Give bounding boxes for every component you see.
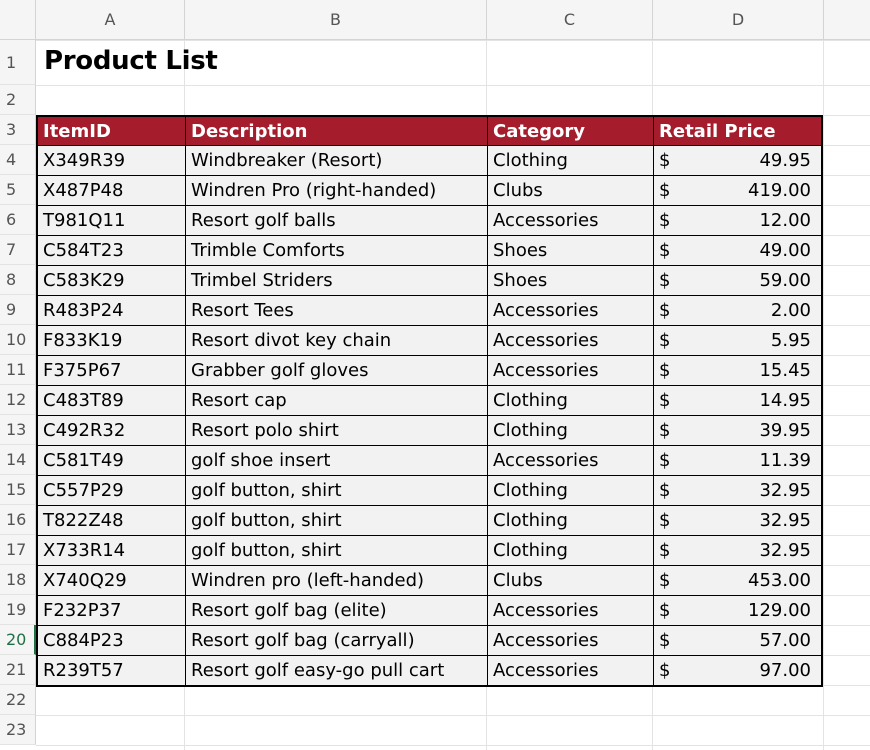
cell-retail-price[interactable] [654,536,821,565]
cell-description[interactable]: Windren pro (left-handed) [186,566,488,595]
price-value: 57.00 [759,630,811,651]
currency-symbol: $ [659,390,671,411]
cell-retail-price[interactable] [654,476,821,505]
currency-symbol: $ [659,570,671,591]
row-header-7[interactable]: 7 [0,235,36,265]
header-retail-price[interactable]: Retail Price [659,120,776,142]
row-header-2[interactable]: 2 [0,85,36,115]
cell-retail-price[interactable] [654,206,821,235]
table-row [38,146,821,176]
cell-item-id[interactable]: X349R39 [38,146,186,175]
cell-item-id[interactable]: C492R32 [38,416,186,445]
cell-retail-price[interactable] [654,266,821,295]
product-table [36,115,823,687]
cell-retail-price[interactable] [654,296,821,325]
price-value: 15.45 [759,360,811,381]
cell-category[interactable]: Accessories [488,356,654,385]
column-header-e[interactable] [823,0,870,40]
cell-item-id[interactable]: F232P37 [38,596,186,625]
cell-item-id[interactable]: T981Q11 [38,206,186,235]
cell-retail-price[interactable] [654,506,821,535]
row-header-19[interactable]: 19 [0,595,36,625]
cell-description[interactable]: Resort golf bag (carryall) [186,626,488,655]
cell-description[interactable]: golf button, shirt [186,506,488,535]
cell-retail-price[interactable] [654,356,821,385]
table-header-row [38,117,821,146]
row-header-15[interactable]: 15 [0,475,36,505]
column-header-d[interactable]: D [652,0,823,40]
cell-description[interactable]: Resort polo shirt [186,416,488,445]
cell-item-id[interactable]: R483P24 [38,296,186,325]
cell-category[interactable]: Accessories [488,626,654,655]
table-row [38,416,821,446]
row-header-16[interactable]: 16 [0,505,36,535]
cell-retail-price[interactable] [654,326,821,355]
cell-description[interactable]: golf button, shirt [186,476,488,505]
table-row [38,206,821,236]
row-header-9[interactable]: 9 [0,295,36,325]
currency-symbol: $ [659,660,671,681]
currency-symbol: $ [659,600,671,621]
table-row [38,266,821,296]
price-value: 5.95 [770,330,811,351]
table-row [38,296,821,326]
cell-retail-price[interactable] [654,596,821,625]
cell-description[interactable]: Resort golf easy-go pull cart [186,656,488,685]
cell-retail-price[interactable] [654,626,821,655]
header-description[interactable]: Description [186,117,488,145]
cell-category[interactable]: Accessories [488,446,654,475]
cell-description[interactable]: Grabber golf gloves [186,356,488,385]
currency-symbol: $ [659,630,671,651]
cell-category[interactable]: Clothing [488,476,654,505]
row-header-13[interactable]: 13 [0,415,36,445]
price-value: 129.00 [748,600,811,621]
row-header-6[interactable]: 6 [0,205,36,235]
row-header-12[interactable]: 12 [0,385,36,415]
cell-description[interactable]: Windren Pro (right-handed) [186,176,488,205]
table-row [38,386,821,416]
row-header-14[interactable]: 14 [0,445,36,475]
cell-item-id[interactable]: C583K29 [38,266,186,295]
currency-symbol: $ [659,330,671,351]
cell-retail-price[interactable] [654,566,821,595]
cell-description[interactable]: Resort Tees [186,296,488,325]
cell-category[interactable]: Clothing [488,506,654,535]
table-row [38,596,821,626]
row-header-5[interactable]: 5 [0,175,36,205]
cell-category[interactable]: Accessories [488,596,654,625]
row-header-8[interactable]: 8 [0,265,36,295]
price-value: 59.00 [759,270,811,291]
price-value: 32.95 [759,510,811,531]
cell-description[interactable]: Trimbel Striders [186,266,488,295]
cell-description[interactable]: golf button, shirt [186,536,488,565]
cell-description[interactable]: Trimble Comforts [186,236,488,265]
cell-category[interactable]: Clubs [488,176,654,205]
price-value: 12.00 [759,210,811,231]
currency-symbol: $ [659,300,671,321]
row-header-10[interactable]: 10 [0,325,36,355]
cell-item-id[interactable]: C584T23 [38,236,186,265]
currency-symbol: $ [659,270,671,291]
currency-symbol: $ [659,150,671,171]
table-row [38,506,821,536]
cell-retail-price[interactable] [654,236,821,265]
cell-category[interactable]: Accessories [488,296,654,325]
cell-category[interactable]: Clothing [488,416,654,445]
currency-symbol: $ [659,360,671,381]
table-row [38,236,821,266]
column-header-b[interactable]: B [184,0,486,40]
cell-category[interactable]: Shoes [488,236,654,265]
price-value: 49.00 [759,240,811,261]
row-header-3[interactable]: 3 [0,115,36,145]
cell-category[interactable]: Accessories [488,326,654,355]
table-row [38,536,821,566]
currency-symbol: $ [659,540,671,561]
row-header-22[interactable]: 22 [0,685,36,715]
cell-item-id[interactable]: R239T57 [38,656,186,685]
cell-item-id[interactable]: C884P23 [38,626,186,655]
cell-retail-price[interactable] [654,656,821,685]
header-item-id[interactable]: ItemID [38,117,186,145]
cell-item-id[interactable]: T822Z48 [38,506,186,535]
table-row [38,176,821,206]
header-category[interactable]: Category [488,117,654,145]
price-value: 97.00 [759,660,811,681]
cell-description[interactable]: Resort cap [186,386,488,415]
table-row [38,356,821,386]
row-header-4[interactable]: 4 [0,145,36,175]
sheet-title[interactable]: Product List [44,46,218,76]
select-all-corner[interactable] [0,0,36,40]
price-value: 453.00 [748,570,811,591]
currency-symbol: $ [659,510,671,531]
currency-symbol: $ [659,180,671,201]
price-value: 49.95 [759,150,811,171]
cell-category[interactable]: Accessories [488,656,654,685]
currency-symbol: $ [659,480,671,501]
price-value: 2.00 [770,300,811,321]
cell-category[interactable]: Clothing [488,386,654,415]
price-value: 419.00 [748,180,811,201]
row-header-20[interactable]: 20 [0,625,36,655]
table-row [38,566,821,596]
cell-retail-price[interactable] [654,146,821,175]
cell-item-id[interactable]: C557P29 [38,476,186,505]
cell-category[interactable]: Shoes [488,266,654,295]
cell-item-id[interactable]: C483T89 [38,386,186,415]
cell-description[interactable]: Resort golf balls [186,206,488,235]
cell-category[interactable]: Clothing [488,146,654,175]
cell-item-id[interactable]: X487P48 [38,176,186,205]
currency-symbol: $ [659,210,671,231]
row-header-11[interactable]: 11 [0,355,36,385]
cell-retail-price[interactable] [654,386,821,415]
row-header-23[interactable]: 23 [0,715,36,745]
cell-retail-price[interactable] [654,446,821,475]
cell-item-id[interactable]: F375P67 [38,356,186,385]
cell-description[interactable]: golf shoe insert [186,446,488,475]
column-header-a[interactable]: A [36,0,184,40]
row-header-17[interactable]: 17 [0,535,36,565]
price-value: 11.39 [759,450,811,471]
row-header-21[interactable]: 21 [0,655,36,685]
cell-retail-price[interactable] [654,416,821,445]
currency-symbol: $ [659,450,671,471]
price-value: 32.95 [759,480,811,501]
column-header-c[interactable]: C [486,0,652,40]
price-value: 39.95 [759,420,811,441]
row-header-1[interactable]: 1 [0,40,36,85]
cell-item-id[interactable]: F833K19 [38,326,186,355]
row-header-18[interactable]: 18 [0,565,36,595]
table-row [38,476,821,506]
cell-item-id[interactable]: X733R14 [38,536,186,565]
cell-category[interactable]: Clubs [488,566,654,595]
table-row [38,626,821,656]
price-value: 14.95 [759,390,811,411]
cell-description[interactable]: Resort golf bag (elite) [186,596,488,625]
cell-category[interactable]: Accessories [488,206,654,235]
cell-retail-price[interactable] [654,176,821,205]
cell-item-id[interactable]: X740Q29 [38,566,186,595]
table-row [38,656,821,685]
currency-symbol: $ [659,420,671,441]
table-row [38,446,821,476]
cell-item-id[interactable]: C581T49 [38,446,186,475]
table-row [38,326,821,356]
price-value: 32.95 [759,540,811,561]
currency-symbol: $ [659,240,671,261]
cell-category[interactable]: Clothing [488,536,654,565]
cell-description[interactable]: Windbreaker (Resort) [186,146,488,175]
cell-description[interactable]: Resort divot key chain [186,326,488,355]
